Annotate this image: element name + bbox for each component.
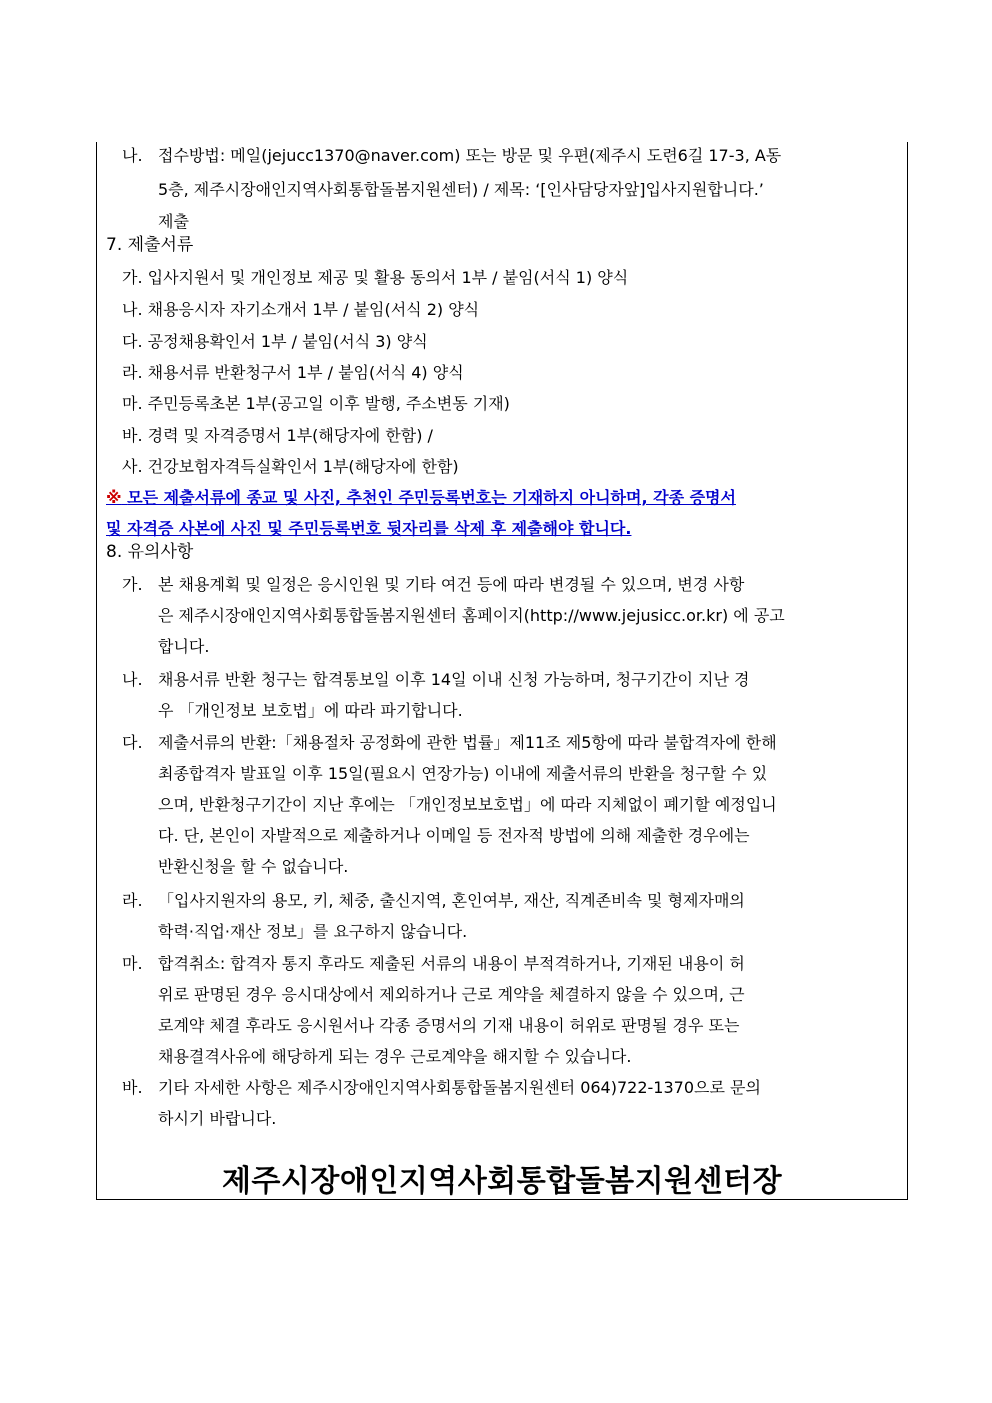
notice-text-line: 다. 단, 본인이 자발적으로 제출하거나 이메일 등 전자적 방법에 의해 제출한 경우에는: [158, 826, 750, 845]
notice-text-line: 제출서류의 반환:「채용절차 공정화에 관한 법률」제11조 제5항에 따라 불합격자에 한해: [158, 733, 777, 752]
list-item: 바. 경력 및 자격증명서 1부(해당자에 한함) /: [122, 426, 433, 445]
item-marker: 가.: [122, 575, 143, 594]
list-item: 마. 주민등록초본 1부(공고일 이후 발행, 주소변동 기재): [122, 394, 510, 413]
notice-text-line: 본 채용계획 및 일정은 응시인원 및 기타 여건 등에 따라 변경될 수 있으며, 변경 사항: [158, 575, 745, 594]
notice-text-line: 최종합격자 발표일 이후 15일(필요시 연장가능) 이내에 제출서류의 반환을 청구할 수 있: [158, 764, 768, 783]
item-marker: 바.: [122, 1078, 143, 1097]
notice-text-line: 은 제주시장애인지역사회통합돌봄지원센터 홈페이지(http://www.jejusicc.or.kr) 에 공고: [158, 606, 785, 625]
notice-text-line: 하시기 바랍니다.: [158, 1109, 277, 1128]
submission-method-line3: 제출: [158, 212, 189, 231]
notice-text-line: 반환신청을 할 수 없습니다.: [158, 857, 349, 876]
notice-text-line: 학력·직업·재산 정보」를 요구하지 않습니다.: [158, 922, 468, 941]
submission-method-line1: 접수방법: 메일(jejucc1370@naver.com) 또는 방문 및 우편(제주시 도련6길 17-3, A동: [158, 146, 782, 165]
submission-method-line2: 5층, 제주시장애인지역사회통합돌봄지원센터) / 제목: ‘[인사담당자앞]입사지원합니다.’: [158, 180, 764, 199]
list-item: 나. 채용응시자 자기소개서 1부 / 붙임(서식 2) 양식: [122, 300, 480, 319]
notice-line1: [106, 488, 736, 508]
notice-text-line: 우 「개인정보 보호법」에 따라 파기합니다.: [158, 701, 463, 720]
notice-text-line: 합니다.: [158, 637, 210, 656]
notice-text: 모든 제출서류에 종교 및 사진, 추천인 주민등록번호는 기재하지 아니하며, 각종 증명서: [127, 488, 736, 507]
item-marker: 라.: [122, 891, 143, 910]
notice-text-line: 으며, 반환청구기간이 지난 후에는 「개인정보보호법」에 따라 지체없이 폐기할 예정입니: [158, 795, 777, 814]
reference-mark-icon: ※: [106, 488, 122, 507]
notice-text-line: 채용결격사유에 해당하게 되는 경우 근로계약을 해지할 수 있습니다.: [158, 1047, 632, 1066]
list-item: 가. 입사지원서 및 개인정보 제공 및 활용 동의서 1부 / 붙임(서식 1) 양식: [122, 268, 629, 287]
list-item: 다. 공정채용확인서 1부 / 붙임(서식 3) 양식: [122, 332, 428, 351]
list-item: 사. 건강보험자격득실확인서 1부(해당자에 한함): [122, 457, 459, 476]
notice-text-line: 위로 판명된 경우 응시대상에서 제외하거나 근로 계약을 체결하지 않을 수 있으며, 근: [158, 985, 745, 1004]
notice-line2: 및 자격증 사본에 사진 및 주민등록번호 뒷자리를 삭제 후 제출해야 합니다.: [106, 519, 632, 538]
notice-text-line: 채용서류 반환 청구는 합격통보일 이후 14일 이내 신청 가능하며, 청구기간이 지난 경: [158, 670, 750, 689]
notice-text-line: 합격취소: 합격자 통지 후라도 제출된 서류의 내용이 부적격하거나, 기재된 내용이 허: [158, 954, 745, 973]
item-marker: 나.: [122, 146, 143, 165]
section-heading: 8. 유의사항: [106, 542, 194, 562]
item-marker: 마.: [122, 954, 143, 973]
issuer-signature: 제주시장애인지역사회통합돌봄지원센터장: [221, 1164, 783, 1199]
notice-text-line: 「입사지원자의 용모, 키, 체중, 출신지역, 혼인여부, 재산, 직계존비속 및 형제자매의: [158, 891, 745, 910]
item-marker: 다.: [122, 733, 143, 752]
notice-text-line: 로계약 체결 후라도 응시원서나 각종 증명서의 기재 내용이 허위로 판명될 경우 또는: [158, 1016, 740, 1035]
section-heading: 7. 제출서류: [106, 235, 194, 255]
notice-text-line: 기타 자세한 사항은 제주시장애인지역사회통합돌봄지원센터 064)722-1370으로 문의: [158, 1078, 761, 1097]
list-item: 라. 채용서류 반환청구서 1부 / 붙임(서식 4) 양식: [122, 363, 464, 382]
item-marker: 나.: [122, 670, 143, 689]
